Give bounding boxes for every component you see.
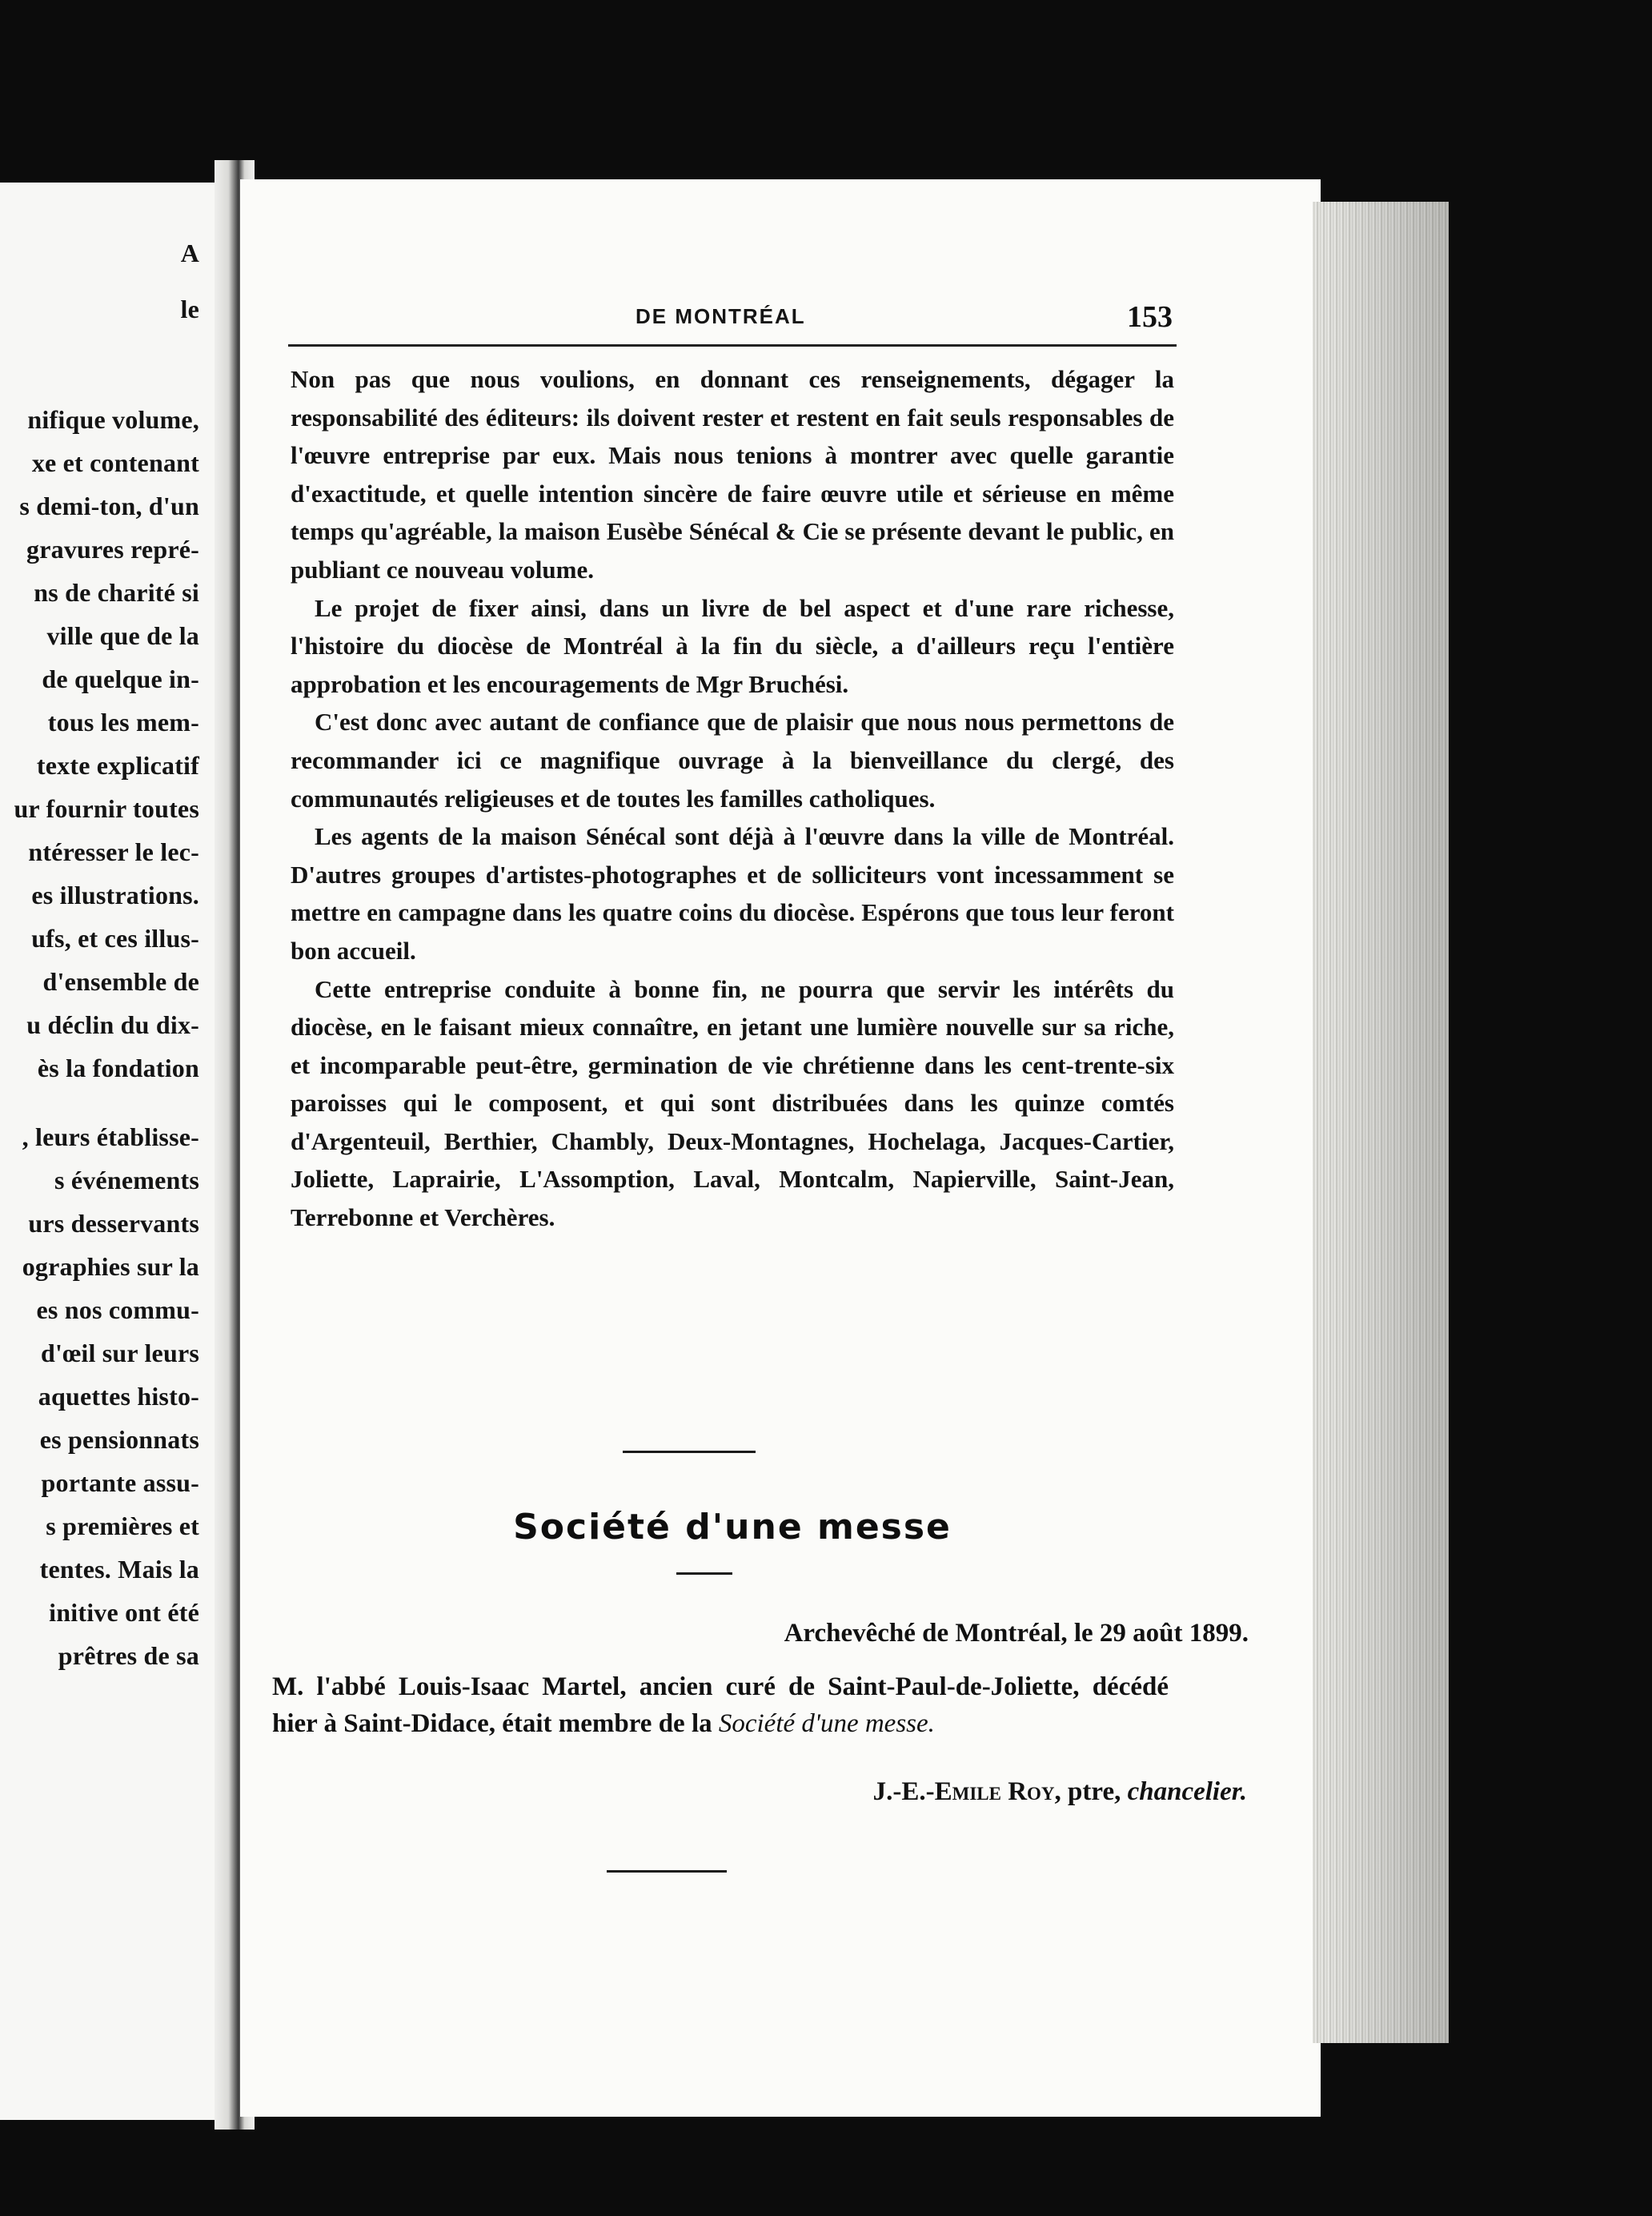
notice-text: M. l'abbé Louis-Isaac Martel, ancien curé de Saint-Paul-de-Joliette, décédé hier à Saint-Didace, était membre de la bbox=[272, 1672, 1169, 1738]
left-page-line: le bbox=[180, 295, 199, 323]
running-head: DE MONTRÉAL bbox=[636, 304, 806, 328]
body-text bbox=[291, 360, 1174, 1237]
left-page-line: d'œil sur leurs bbox=[41, 1339, 199, 1367]
left-page-line: tous les mem- bbox=[47, 708, 199, 737]
left-page-line: texte explicatif bbox=[36, 751, 199, 780]
left-page-line: ès la fondation bbox=[37, 1054, 199, 1082]
signature-title: , ptre, bbox=[1054, 1777, 1128, 1806]
paragraph-1: Non pas que nous voulions, en donnant ces renseignements, dégager la responsabilité des éditeurs: ils doivent rester et restent en fait seuls responsables de l'œuvre entreprise par eux. Mais nous tenions à montrer avec quelle garantie d'exactitude, et quelle intention sincère de faire œuvre utile et sérieuse en même temps qu'agréable, la maison Eusèbe Sénécal & Cie se présente devant le public, en publiant ce nouveau volume. bbox=[291, 365, 1174, 584]
left-page-line: es nos commu- bbox=[36, 1295, 199, 1324]
left-page-line: gravures repré- bbox=[26, 535, 199, 564]
notice bbox=[272, 1668, 1169, 1742]
left-page-line: u déclin du dix- bbox=[26, 1010, 199, 1039]
paragraph-3: C'est donc avec autant de confiance que de plaisir que nous nous permettons de recommander ici ce magnifique ouvrage à la bienveillance du clergé, des communautés religieuses et de toutes les familles catholiques. bbox=[291, 708, 1174, 813]
left-page-line: , leurs établisse- bbox=[22, 1122, 199, 1151]
left-page-line: ville que de la bbox=[46, 621, 199, 650]
closing-rule bbox=[607, 1870, 727, 1873]
left-page-line: s demi-ton, d'un bbox=[19, 492, 199, 520]
notice-italic: Société d'une messe. bbox=[718, 1709, 935, 1738]
paragraph-4: Les agents de la maison Sénécal sont déjà à l'œuvre dans la ville de Montréal. D'autres groupes d'artistes-photographes et de solliciteurs vont incessamment se mettre en campagne dans les quatre coins du diocèse. Espérons que tous leur feront bon accueil. bbox=[291, 822, 1174, 965]
left-page-line: s événements bbox=[54, 1166, 199, 1194]
left-page-line: aquettes histo- bbox=[38, 1382, 199, 1411]
left-page-line: ntéresser le lec- bbox=[28, 837, 199, 866]
left-page-line: ographies sur la bbox=[22, 1252, 199, 1281]
left-page-line: A bbox=[180, 239, 199, 267]
signature bbox=[873, 1777, 1247, 1807]
left-page-line: es pensionnats bbox=[39, 1425, 199, 1454]
left-page-line: de quelque in- bbox=[42, 664, 199, 693]
left-page-line: urs desservants bbox=[28, 1209, 199, 1238]
main-page bbox=[240, 179, 1321, 2117]
paragraph-2: Le projet de fixer ainsi, dans un livre de bel aspect et d'une rare richesse, l'histoire du diocèse de Montréal à la fin du siècle, a d'ailleurs reçu l'entière approbation et les encouragements de Mgr Bruchési. bbox=[291, 593, 1174, 698]
left-page-line: ns de charité si bbox=[34, 578, 199, 607]
left-page-line: s premières et bbox=[46, 1511, 199, 1540]
left-page-line: tentes. Mais la bbox=[39, 1555, 199, 1584]
left-page-line: nifique volume, bbox=[27, 405, 199, 434]
left-page-line: portante assu- bbox=[41, 1468, 199, 1497]
dateline: Archevêché de Montréal, le 29 août 1899. bbox=[784, 1619, 1249, 1648]
page-number: 153 bbox=[1127, 300, 1173, 334]
left-page-line: prêtres de sa bbox=[58, 1641, 199, 1670]
header-rule bbox=[288, 344, 1177, 347]
left-page-line: ufs, et ces illus- bbox=[31, 924, 199, 953]
signature-role: chancelier. bbox=[1127, 1777, 1247, 1806]
left-page-line: es illustrations. bbox=[31, 881, 199, 909]
paragraph-5: Cette entreprise conduite à bonne fin, ne pourra que servir les intérêts du diocèse, en le faisant mieux connaître, en jetant une lumière nouvelle sur sa riche, et incomparable peut-être, germination de vie chrétienne dans les cent-trente-six paroisses qui le composent, et qui sont distribuées dans les quinze comtés d'Argenteuil, Berthier, Chambly, Deux-Montagnes, Hochelaga, Jacques-Cartier, Joliette, Laprairie, L'Assomption, Laval, Montcalm, Napierville, Saint-Jean, Terrebonne et Verchères. bbox=[291, 974, 1174, 1232]
signature-name: J.-E.-Emile Roy bbox=[872, 1777, 1055, 1806]
left-page-line: xe et contenant bbox=[31, 448, 199, 477]
left-page-line: initive ont été bbox=[49, 1598, 199, 1627]
page-block-shadow bbox=[1329, 202, 1449, 2043]
section-title: Société d'une messe bbox=[513, 1507, 952, 1548]
facing-left-page bbox=[0, 183, 227, 2120]
left-page-line: ur fournir toutes bbox=[14, 794, 199, 823]
title-underline-rule bbox=[676, 1572, 732, 1575]
section-divider-rule bbox=[623, 1451, 756, 1453]
left-page-line: d'ensemble de bbox=[42, 967, 199, 996]
